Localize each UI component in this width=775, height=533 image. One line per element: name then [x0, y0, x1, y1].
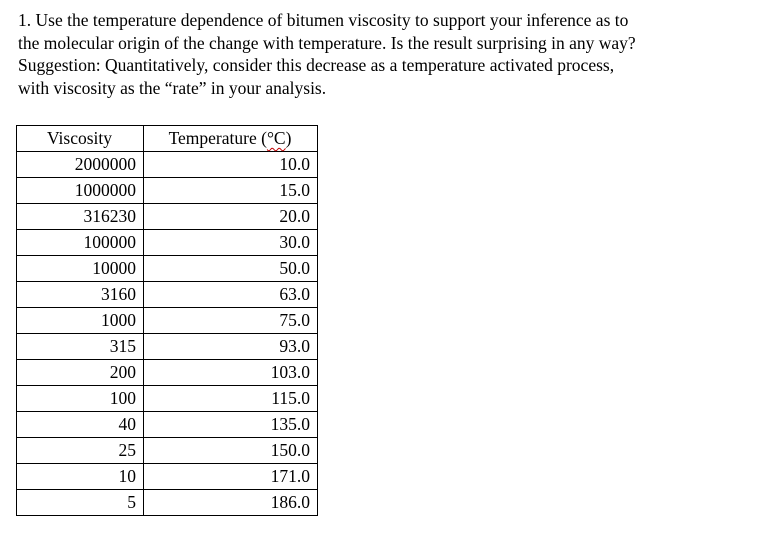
- temperature-header-suffix: ): [285, 128, 292, 148]
- table-row: [17, 334, 318, 360]
- viscosity-cell: 1000000: [17, 178, 144, 204]
- viscosity-cell: 25: [17, 438, 144, 464]
- viscosity-cell: 100: [17, 386, 144, 412]
- question-line: the molecular origin of the change with temperature. Is the result surprising in any way?: [18, 32, 636, 53]
- question-text: [18, 9, 768, 99]
- table-row: [17, 360, 318, 386]
- viscosity-cell: 2000000: [17, 152, 144, 178]
- question-line: 1. Use the temperature dependence of bitumen viscosity to support your inference as to: [18, 10, 629, 30]
- temperature-cell: 103.0: [144, 360, 318, 386]
- viscosity-cell: 100000: [17, 230, 144, 256]
- temperature-cell: 135.0: [144, 412, 318, 438]
- temperature-cell: 30.0: [144, 230, 318, 256]
- temperature-cell: 171.0: [144, 464, 318, 490]
- viscosity-cell: 315: [17, 334, 144, 360]
- table-row: [17, 204, 318, 230]
- table-row: [17, 152, 318, 178]
- question-line: with viscosity as the “rate” in your analysis.: [18, 77, 327, 98]
- viscosity-cell: 3160: [17, 282, 144, 308]
- temperature-header-prefix: Temperature (: [168, 128, 267, 148]
- table-row: [17, 230, 318, 256]
- table-row: [17, 412, 318, 438]
- viscosity-cell: 316230: [17, 204, 144, 230]
- question-line: Suggestion: Quantitatively, consider this decrease as a temperature activated process,: [18, 55, 615, 75]
- table-body: [17, 152, 318, 516]
- table-row: [17, 256, 318, 282]
- table-row: [17, 308, 318, 334]
- temperature-cell: 93.0: [144, 334, 318, 360]
- viscosity-cell: 40: [17, 412, 144, 438]
- viscosity-cell: 200: [17, 360, 144, 386]
- viscosity-temperature-table: [16, 125, 318, 516]
- temperature-cell: 20.0: [144, 204, 318, 230]
- temperature-cell: 115.0: [144, 386, 318, 412]
- viscosity-column-header: Viscosity: [17, 126, 144, 152]
- viscosity-cell: 10000: [17, 256, 144, 282]
- table-row: [17, 386, 318, 412]
- temperature-cell: 186.0: [144, 490, 318, 516]
- viscosity-cell: 10: [17, 464, 144, 490]
- table-row: [17, 464, 318, 490]
- temperature-cell: 50.0: [144, 256, 318, 282]
- temperature-cell: 150.0: [144, 438, 318, 464]
- table-row: [17, 490, 318, 516]
- viscosity-cell: 5: [17, 490, 144, 516]
- temperature-cell: 10.0: [144, 152, 318, 178]
- viscosity-cell: 1000: [17, 308, 144, 334]
- temperature-column-header: [144, 126, 318, 152]
- table-header-row: [17, 126, 318, 152]
- table-row: [17, 178, 318, 204]
- table-row: [17, 282, 318, 308]
- temperature-cell: 75.0: [144, 308, 318, 334]
- temperature-cell: 15.0: [144, 178, 318, 204]
- temperature-cell: 63.0: [144, 282, 318, 308]
- temperature-unit: °C: [266, 128, 286, 148]
- table-row: [17, 438, 318, 464]
